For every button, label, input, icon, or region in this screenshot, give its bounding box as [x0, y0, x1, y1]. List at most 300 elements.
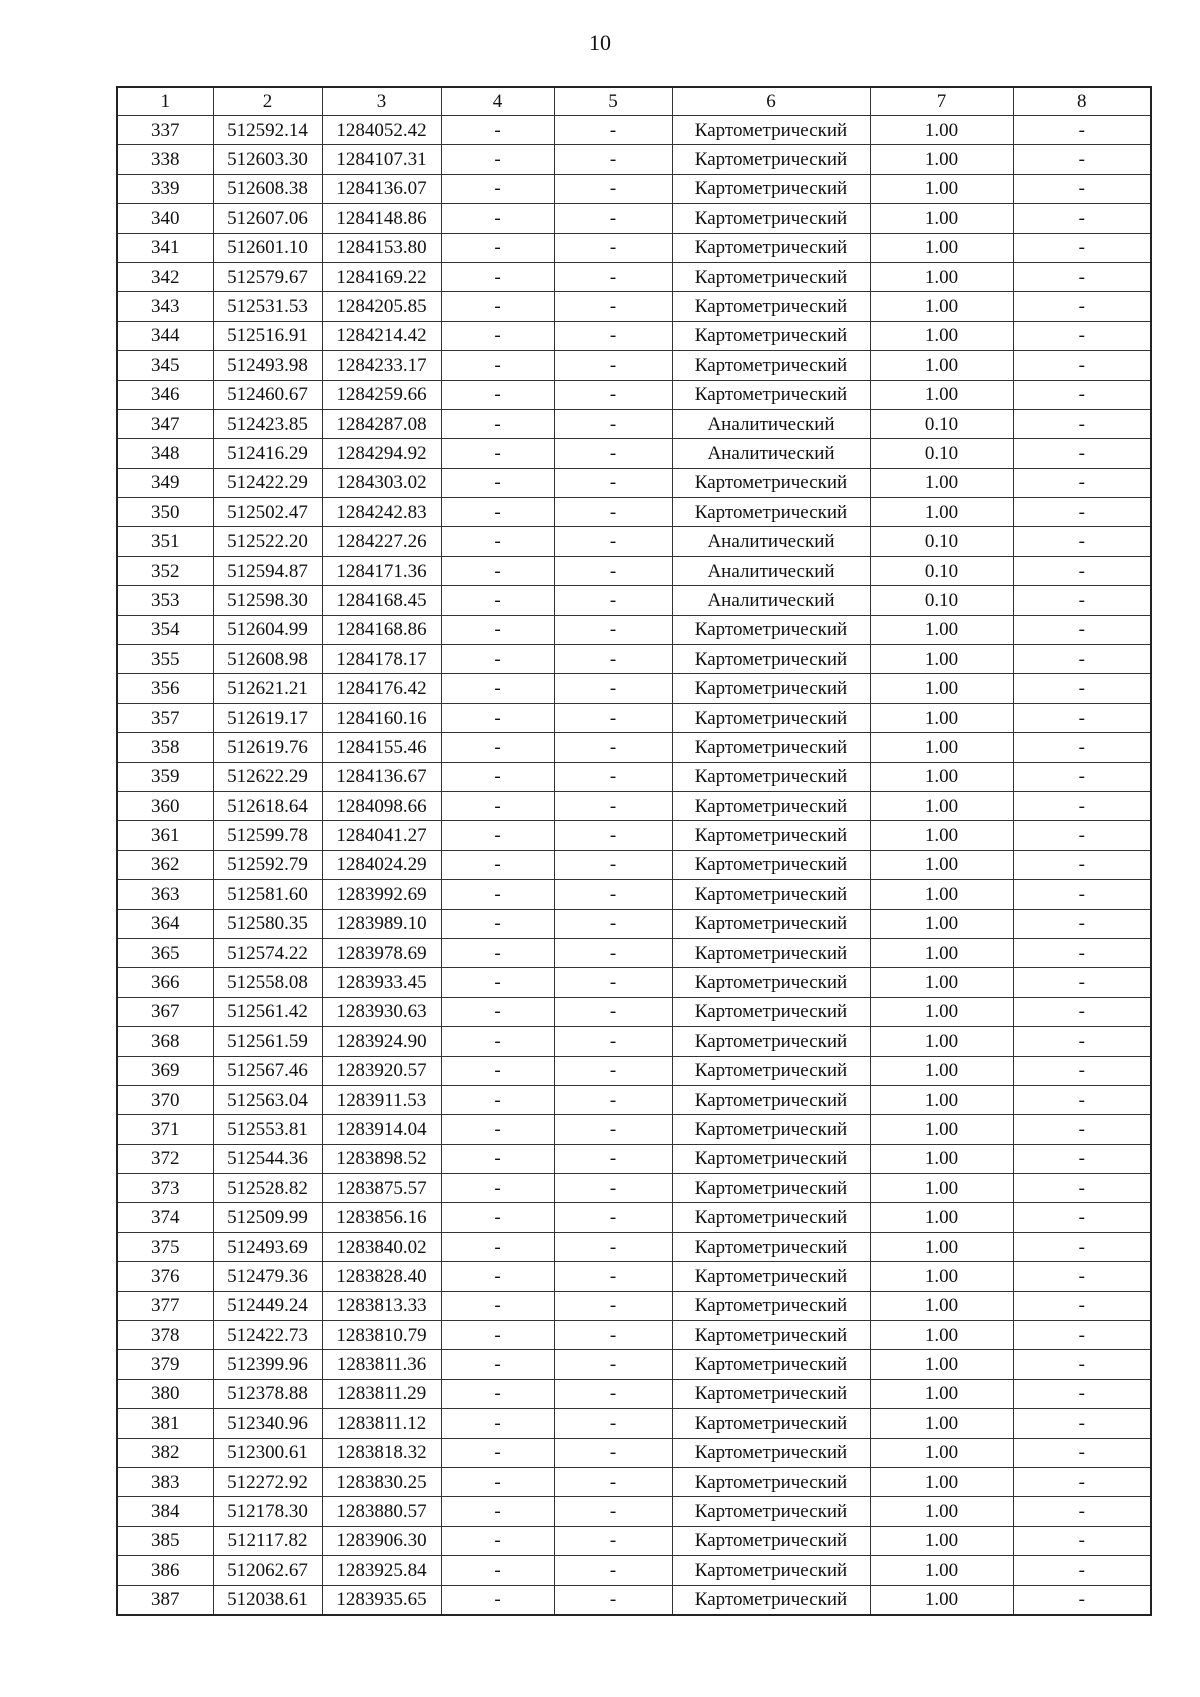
col5-cell: - — [554, 1585, 672, 1615]
method-cell: Картометрический — [672, 645, 870, 674]
table-row — [117, 1174, 1151, 1203]
table-row — [117, 1438, 1151, 1467]
method-cell: Картометрический — [672, 968, 870, 997]
col8-cell: - — [1013, 116, 1151, 145]
method-cell: Картометрический — [672, 762, 870, 791]
accuracy-cell: 1.00 — [870, 1291, 1013, 1320]
col5-cell: - — [554, 938, 672, 967]
accuracy-cell: 1.00 — [870, 968, 1013, 997]
col5-cell: - — [554, 586, 672, 615]
col5-cell: - — [554, 1556, 672, 1585]
col5-cell: - — [554, 1174, 672, 1203]
method-cell: Картометрический — [672, 938, 870, 967]
y-coordinate-cell: 1283992.69 — [322, 880, 441, 909]
table-row — [117, 1350, 1151, 1379]
method-cell: Картометрический — [672, 909, 870, 938]
x-coordinate-cell: 512553.81 — [213, 1115, 322, 1144]
y-coordinate-cell: 1284153.80 — [322, 233, 441, 262]
method-cell: Картометрический — [672, 1350, 870, 1379]
table-row — [117, 1232, 1151, 1261]
method-cell: Картометрический — [672, 262, 870, 291]
accuracy-cell: 1.00 — [870, 733, 1013, 762]
point-number-cell: 368 — [117, 1027, 213, 1056]
x-coordinate-cell: 512528.82 — [213, 1174, 322, 1203]
table-row — [117, 1409, 1151, 1438]
point-number-cell: 373 — [117, 1174, 213, 1203]
point-number-cell: 359 — [117, 762, 213, 791]
method-cell: Картометрический — [672, 733, 870, 762]
col8-cell: - — [1013, 821, 1151, 850]
table-row — [117, 1085, 1151, 1114]
method-cell: Картометрический — [672, 1409, 870, 1438]
accuracy-cell: 1.00 — [870, 762, 1013, 791]
accuracy-cell: 1.00 — [870, 498, 1013, 527]
accuracy-cell: 1.00 — [870, 204, 1013, 233]
table-row — [117, 997, 1151, 1026]
point-number-cell: 346 — [117, 380, 213, 409]
y-coordinate-cell: 1283811.12 — [322, 1409, 441, 1438]
col4-cell: - — [441, 1115, 554, 1144]
col4-cell: - — [441, 880, 554, 909]
col8-cell: - — [1013, 380, 1151, 409]
accuracy-cell: 1.00 — [870, 145, 1013, 174]
col5-cell: - — [554, 968, 672, 997]
method-cell: Картометрический — [672, 1144, 870, 1173]
point-number-cell: 364 — [117, 909, 213, 938]
y-coordinate-cell: 1284178.17 — [322, 645, 441, 674]
col8-cell: - — [1013, 968, 1151, 997]
col8-cell: - — [1013, 791, 1151, 820]
y-coordinate-cell: 1283933.45 — [322, 968, 441, 997]
accuracy-cell: 1.00 — [870, 674, 1013, 703]
y-coordinate-cell: 1284294.92 — [322, 439, 441, 468]
x-coordinate-cell: 512300.61 — [213, 1438, 322, 1467]
col5-cell: - — [554, 1027, 672, 1056]
col8-cell: - — [1013, 233, 1151, 262]
method-cell: Картометрический — [672, 380, 870, 409]
col5-cell: - — [554, 615, 672, 644]
y-coordinate-cell: 1284214.42 — [322, 321, 441, 350]
table-row — [117, 1497, 1151, 1526]
point-number-cell: 351 — [117, 527, 213, 556]
method-cell: Аналитический — [672, 586, 870, 615]
col8-cell: - — [1013, 1585, 1151, 1615]
col5-cell: - — [554, 909, 672, 938]
col5-cell: - — [554, 351, 672, 380]
y-coordinate-cell: 1283924.90 — [322, 1027, 441, 1056]
point-number-cell: 363 — [117, 880, 213, 909]
x-coordinate-cell: 512619.17 — [213, 703, 322, 732]
col8-cell: - — [1013, 1027, 1151, 1056]
y-coordinate-cell: 1283930.63 — [322, 997, 441, 1026]
column-header: 6 — [672, 87, 870, 116]
col5-cell: - — [554, 1262, 672, 1291]
x-coordinate-cell: 512558.08 — [213, 968, 322, 997]
accuracy-cell: 1.00 — [870, 380, 1013, 409]
accuracy-cell: 1.00 — [870, 1115, 1013, 1144]
col8-cell: - — [1013, 409, 1151, 438]
y-coordinate-cell: 1283914.04 — [322, 1115, 441, 1144]
table-row — [117, 1321, 1151, 1350]
point-number-cell: 348 — [117, 439, 213, 468]
y-coordinate-cell: 1284160.16 — [322, 703, 441, 732]
table-row — [117, 116, 1151, 145]
y-coordinate-cell: 1283810.79 — [322, 1321, 441, 1350]
col4-cell: - — [441, 351, 554, 380]
table-row — [117, 556, 1151, 585]
table-row — [117, 262, 1151, 291]
col4-cell: - — [441, 145, 554, 174]
col4-cell: - — [441, 321, 554, 350]
x-coordinate-cell: 512516.91 — [213, 321, 322, 350]
table-row — [117, 674, 1151, 703]
method-cell: Картометрический — [672, 1232, 870, 1261]
accuracy-cell: 1.00 — [870, 468, 1013, 497]
col4-cell: - — [441, 703, 554, 732]
x-coordinate-cell: 512561.42 — [213, 997, 322, 1026]
accuracy-cell: 0.10 — [870, 527, 1013, 556]
table-row — [117, 909, 1151, 938]
col4-cell: - — [441, 997, 554, 1026]
col5-cell: - — [554, 1115, 672, 1144]
point-number-cell: 378 — [117, 1321, 213, 1350]
x-coordinate-cell: 512117.82 — [213, 1526, 322, 1555]
col4-cell: - — [441, 1438, 554, 1467]
x-coordinate-cell: 512621.21 — [213, 674, 322, 703]
point-number-cell: 374 — [117, 1203, 213, 1232]
col5-cell: - — [554, 409, 672, 438]
y-coordinate-cell: 1284052.42 — [322, 116, 441, 145]
table-row — [117, 145, 1151, 174]
y-coordinate-cell: 1283935.65 — [322, 1585, 441, 1615]
method-cell: Картометрический — [672, 1174, 870, 1203]
accuracy-cell: 1.00 — [870, 321, 1013, 350]
table-row — [117, 1526, 1151, 1555]
point-number-cell: 372 — [117, 1144, 213, 1173]
col5-cell: - — [554, 233, 672, 262]
col8-cell: - — [1013, 1467, 1151, 1496]
table-row — [117, 703, 1151, 732]
method-cell: Картометрический — [672, 1467, 870, 1496]
table-row — [117, 233, 1151, 262]
point-number-cell: 361 — [117, 821, 213, 850]
col5-cell: - — [554, 1438, 672, 1467]
x-coordinate-cell: 512608.98 — [213, 645, 322, 674]
point-number-cell: 365 — [117, 938, 213, 967]
column-header: 7 — [870, 87, 1013, 116]
table-row — [117, 439, 1151, 468]
col4-cell: - — [441, 674, 554, 703]
table-row — [117, 1467, 1151, 1496]
col5-cell: - — [554, 321, 672, 350]
method-cell: Картометрический — [672, 1056, 870, 1085]
col4-cell: - — [441, 850, 554, 879]
table-row — [117, 850, 1151, 879]
accuracy-cell: 1.00 — [870, 791, 1013, 820]
col5-cell: - — [554, 1056, 672, 1085]
col5-cell: - — [554, 439, 672, 468]
y-coordinate-cell: 1284176.42 — [322, 674, 441, 703]
point-number-cell: 360 — [117, 791, 213, 820]
column-header: 4 — [441, 87, 554, 116]
y-coordinate-cell: 1283830.25 — [322, 1467, 441, 1496]
method-cell: Картометрический — [672, 204, 870, 233]
method-cell: Картометрический — [672, 997, 870, 1026]
col4-cell: - — [441, 1203, 554, 1232]
col8-cell: - — [1013, 351, 1151, 380]
col8-cell: - — [1013, 292, 1151, 321]
col5-cell: - — [554, 645, 672, 674]
col8-cell: - — [1013, 850, 1151, 879]
col8-cell: - — [1013, 1056, 1151, 1085]
point-number-cell: 353 — [117, 586, 213, 615]
point-number-cell: 354 — [117, 615, 213, 644]
point-number-cell: 347 — [117, 409, 213, 438]
col8-cell: - — [1013, 556, 1151, 585]
y-coordinate-cell: 1284136.67 — [322, 762, 441, 791]
col5-cell: - — [554, 1203, 672, 1232]
col4-cell: - — [441, 733, 554, 762]
method-cell: Картометрический — [672, 1585, 870, 1615]
y-coordinate-cell: 1283925.84 — [322, 1556, 441, 1585]
point-number-cell: 387 — [117, 1585, 213, 1615]
table-row — [117, 1144, 1151, 1173]
accuracy-cell: 1.00 — [870, 1232, 1013, 1261]
col8-cell: - — [1013, 262, 1151, 291]
y-coordinate-cell: 1283811.36 — [322, 1350, 441, 1379]
point-number-cell: 340 — [117, 204, 213, 233]
col5-cell: - — [554, 762, 672, 791]
x-coordinate-cell: 512460.67 — [213, 380, 322, 409]
method-cell: Аналитический — [672, 527, 870, 556]
x-coordinate-cell: 512062.67 — [213, 1556, 322, 1585]
accuracy-cell: 1.00 — [870, 821, 1013, 850]
x-coordinate-cell: 512601.10 — [213, 233, 322, 262]
x-coordinate-cell: 512449.24 — [213, 1291, 322, 1320]
col8-cell: - — [1013, 1085, 1151, 1114]
point-number-cell: 356 — [117, 674, 213, 703]
col4-cell: - — [441, 498, 554, 527]
accuracy-cell: 1.00 — [870, 1174, 1013, 1203]
x-coordinate-cell: 512603.30 — [213, 145, 322, 174]
col8-cell: - — [1013, 733, 1151, 762]
method-cell: Аналитический — [672, 409, 870, 438]
y-coordinate-cell: 1284155.46 — [322, 733, 441, 762]
y-coordinate-cell: 1284233.17 — [322, 351, 441, 380]
col4-cell: - — [441, 1350, 554, 1379]
table-row — [117, 938, 1151, 967]
method-cell: Картометрический — [672, 468, 870, 497]
col4-cell: - — [441, 1556, 554, 1585]
table-row — [117, 821, 1151, 850]
y-coordinate-cell: 1283818.32 — [322, 1438, 441, 1467]
x-coordinate-cell: 512581.60 — [213, 880, 322, 909]
col5-cell: - — [554, 380, 672, 409]
method-cell: Картометрический — [672, 1556, 870, 1585]
accuracy-cell: 1.00 — [870, 116, 1013, 145]
x-coordinate-cell: 512579.67 — [213, 262, 322, 291]
method-cell: Картометрический — [672, 145, 870, 174]
point-number-cell: 339 — [117, 174, 213, 203]
y-coordinate-cell: 1283920.57 — [322, 1056, 441, 1085]
point-number-cell: 385 — [117, 1526, 213, 1555]
y-coordinate-cell: 1283875.57 — [322, 1174, 441, 1203]
accuracy-cell: 1.00 — [870, 615, 1013, 644]
col8-cell: - — [1013, 1556, 1151, 1585]
accuracy-cell: 1.00 — [870, 1027, 1013, 1056]
point-number-cell: 381 — [117, 1409, 213, 1438]
point-number-cell: 350 — [117, 498, 213, 527]
col8-cell: - — [1013, 321, 1151, 350]
col4-cell: - — [441, 645, 554, 674]
table-header-row — [117, 87, 1151, 116]
x-coordinate-cell: 512416.29 — [213, 439, 322, 468]
point-number-cell: 349 — [117, 468, 213, 497]
x-coordinate-cell: 512607.06 — [213, 204, 322, 233]
point-number-cell: 380 — [117, 1379, 213, 1408]
col4-cell: - — [441, 409, 554, 438]
col4-cell: - — [441, 938, 554, 967]
col5-cell: - — [554, 703, 672, 732]
col8-cell: - — [1013, 645, 1151, 674]
col5-cell: - — [554, 1291, 672, 1320]
x-coordinate-cell: 512544.36 — [213, 1144, 322, 1173]
col4-cell: - — [441, 233, 554, 262]
y-coordinate-cell: 1284259.66 — [322, 380, 441, 409]
col5-cell: - — [554, 174, 672, 203]
col4-cell: - — [441, 1232, 554, 1261]
x-coordinate-cell: 512592.79 — [213, 850, 322, 879]
x-coordinate-cell: 512422.73 — [213, 1321, 322, 1350]
col8-cell: - — [1013, 1438, 1151, 1467]
y-coordinate-cell: 1283813.33 — [322, 1291, 441, 1320]
col8-cell: - — [1013, 703, 1151, 732]
y-coordinate-cell: 1284242.83 — [322, 498, 441, 527]
col8-cell: - — [1013, 1526, 1151, 1555]
col8-cell: - — [1013, 1232, 1151, 1261]
y-coordinate-cell: 1284098.66 — [322, 791, 441, 820]
point-number-cell: 376 — [117, 1262, 213, 1291]
col4-cell: - — [441, 1144, 554, 1173]
x-coordinate-cell: 512399.96 — [213, 1350, 322, 1379]
y-coordinate-cell: 1283898.52 — [322, 1144, 441, 1173]
accuracy-cell: 1.00 — [870, 880, 1013, 909]
y-coordinate-cell: 1283906.30 — [322, 1526, 441, 1555]
col8-cell: - — [1013, 1379, 1151, 1408]
accuracy-cell: 1.00 — [870, 703, 1013, 732]
accuracy-cell: 1.00 — [870, 262, 1013, 291]
table-row — [117, 1056, 1151, 1085]
x-coordinate-cell: 512604.99 — [213, 615, 322, 644]
col4-cell: - — [441, 762, 554, 791]
accuracy-cell: 1.00 — [870, 351, 1013, 380]
accuracy-cell: 1.00 — [870, 1556, 1013, 1585]
col8-cell: - — [1013, 1350, 1151, 1379]
table-row — [117, 733, 1151, 762]
col4-cell: - — [441, 615, 554, 644]
accuracy-cell: 1.00 — [870, 1526, 1013, 1555]
col8-cell: - — [1013, 498, 1151, 527]
method-cell: Картометрический — [672, 1379, 870, 1408]
method-cell: Картометрический — [672, 850, 870, 879]
col4-cell: - — [441, 1467, 554, 1496]
point-number-cell: 369 — [117, 1056, 213, 1085]
method-cell: Картометрический — [672, 615, 870, 644]
accuracy-cell: 1.00 — [870, 1438, 1013, 1467]
point-number-cell: 379 — [117, 1350, 213, 1379]
col5-cell: - — [554, 262, 672, 291]
coordinates-table — [116, 86, 1152, 1616]
x-coordinate-cell: 512423.85 — [213, 409, 322, 438]
accuracy-cell: 1.00 — [870, 1262, 1013, 1291]
table-row — [117, 468, 1151, 497]
col4-cell: - — [441, 556, 554, 585]
y-coordinate-cell: 1284024.29 — [322, 850, 441, 879]
col4-cell: - — [441, 821, 554, 850]
table-body — [117, 116, 1151, 1615]
col4-cell: - — [441, 586, 554, 615]
accuracy-cell: 0.10 — [870, 409, 1013, 438]
x-coordinate-cell: 512598.30 — [213, 586, 322, 615]
x-coordinate-cell: 512340.96 — [213, 1409, 322, 1438]
point-number-cell: 344 — [117, 321, 213, 350]
col4-cell: - — [441, 791, 554, 820]
y-coordinate-cell: 1284168.45 — [322, 586, 441, 615]
x-coordinate-cell: 512522.20 — [213, 527, 322, 556]
col8-cell: - — [1013, 1262, 1151, 1291]
x-coordinate-cell: 512561.59 — [213, 1027, 322, 1056]
column-header: 5 — [554, 87, 672, 116]
col4-cell: - — [441, 968, 554, 997]
accuracy-cell: 1.00 — [870, 292, 1013, 321]
point-number-cell: 367 — [117, 997, 213, 1026]
col8-cell: - — [1013, 204, 1151, 233]
point-number-cell: 357 — [117, 703, 213, 732]
method-cell: Картометрический — [672, 174, 870, 203]
col4-cell: - — [441, 1262, 554, 1291]
col8-cell: - — [1013, 880, 1151, 909]
col8-cell: - — [1013, 1497, 1151, 1526]
col5-cell: - — [554, 1085, 672, 1114]
accuracy-cell: 1.00 — [870, 174, 1013, 203]
point-number-cell: 341 — [117, 233, 213, 262]
column-header: 2 — [213, 87, 322, 116]
col4-cell: - — [441, 1085, 554, 1114]
x-coordinate-cell: 512502.47 — [213, 498, 322, 527]
col4-cell: - — [441, 380, 554, 409]
method-cell: Картометрический — [672, 1526, 870, 1555]
x-coordinate-cell: 512479.36 — [213, 1262, 322, 1291]
col4-cell: - — [441, 439, 554, 468]
col5-cell: - — [554, 527, 672, 556]
point-number-cell: 342 — [117, 262, 213, 291]
y-coordinate-cell: 1284148.86 — [322, 204, 441, 233]
point-number-cell: 337 — [117, 116, 213, 145]
col5-cell: - — [554, 850, 672, 879]
col5-cell: - — [554, 733, 672, 762]
accuracy-cell: 1.00 — [870, 1144, 1013, 1173]
col4-cell: - — [441, 1027, 554, 1056]
table-row — [117, 1027, 1151, 1056]
col8-cell: - — [1013, 1174, 1151, 1203]
table-row — [117, 645, 1151, 674]
table-row — [117, 615, 1151, 644]
x-coordinate-cell: 512272.92 — [213, 1467, 322, 1496]
x-coordinate-cell: 512378.88 — [213, 1379, 322, 1408]
col8-cell: - — [1013, 1291, 1151, 1320]
table-row — [117, 880, 1151, 909]
col5-cell: - — [554, 997, 672, 1026]
